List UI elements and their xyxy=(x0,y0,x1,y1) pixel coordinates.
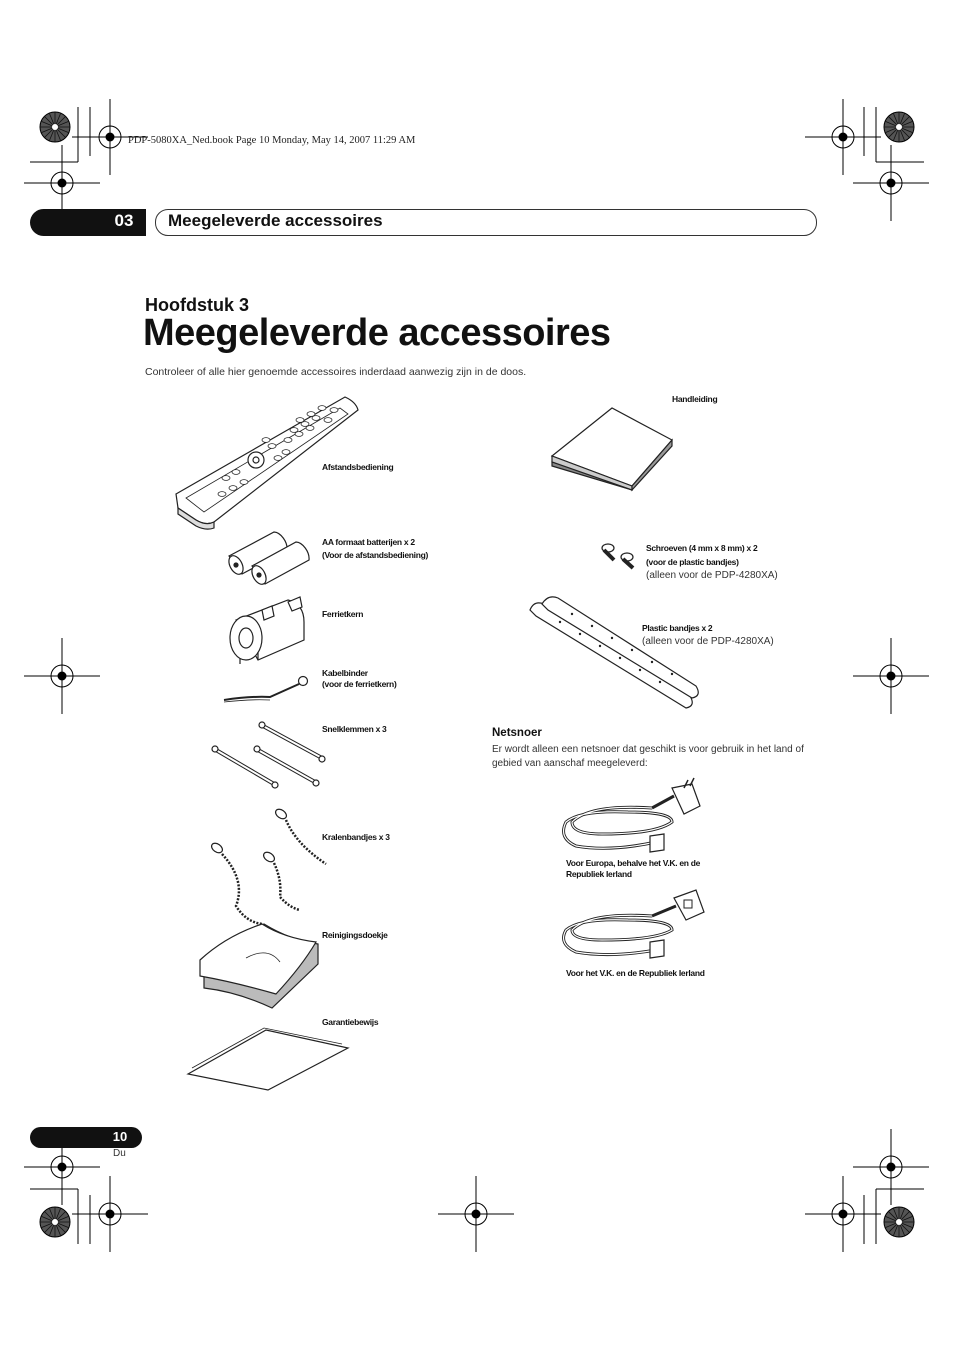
remote-label: Afstandsbediening xyxy=(322,462,394,472)
header-title: Meegeleverde accessoires xyxy=(168,211,383,230)
plastic-bands-extra: (alleen voor de PDP-4280XA) xyxy=(642,636,774,647)
registration-crosshair-icon xyxy=(72,1176,148,1252)
book-info-line: PDP-5080XA_Ned.book Page 10 Monday, May 14, 2007 11:29 AM xyxy=(128,135,416,146)
registration-crosshair-icon xyxy=(853,145,929,221)
intro-text: Controleer of alle hier genoemde accessoires inderdaad aanwezig zijn in de doos. xyxy=(145,366,527,378)
screws-icon xyxy=(602,544,633,568)
screws-extra: (alleen voor de PDP-4280XA) xyxy=(646,570,778,581)
registration-starburst-icon xyxy=(884,1207,914,1237)
cleaning-cloth-icon xyxy=(200,924,318,1008)
registration-crosshair-icon xyxy=(853,1129,929,1205)
registration-starburst-icon xyxy=(40,1207,70,1237)
bead-bands-label: Kralenbandjes x 3 xyxy=(322,832,390,842)
registration-crosshair-icon xyxy=(805,1176,881,1252)
registration-crosshair-icon xyxy=(853,638,929,714)
quick-clamps-icon xyxy=(212,722,325,788)
europe-cord-label-line-2: Republiek Ierland xyxy=(566,869,632,879)
registration-starburst-icon xyxy=(40,112,70,142)
cable-tie-label: Kabelbinder xyxy=(322,668,368,678)
warranty-label: Garantiebewijs xyxy=(322,1017,379,1027)
batteries-icon xyxy=(226,532,309,587)
power-cord-heading: Netsnoer xyxy=(492,727,542,739)
clamps-label: Snelklemmen x 3 xyxy=(322,724,387,734)
manual-book-icon xyxy=(552,408,672,490)
registration-crosshair-icon xyxy=(805,99,881,175)
europe-cord-label-line-1: Voor Europa, behalve het V.K. en de xyxy=(566,858,701,868)
registration-crosshair-icon xyxy=(24,638,100,714)
chapter-label: Hoofdstuk 3 xyxy=(145,295,250,315)
batteries-label: AA formaat batterijen x 2 xyxy=(322,537,415,547)
page-title: Meegeleverde accessoires xyxy=(143,312,611,354)
europe-power-cord-icon xyxy=(564,778,700,852)
batteries-note: (Voor de afstandsbediening) xyxy=(322,550,429,560)
ferrite-core-icon xyxy=(230,597,304,664)
screws-note: (voor de plastic bandjes) xyxy=(646,557,739,567)
uk-cord-label: Voor het V.K. en de Republiek Ierland xyxy=(566,968,705,978)
language-code: Du xyxy=(113,1148,126,1159)
manual-label: Handleiding xyxy=(672,394,718,404)
cable-tie-note: (voor de ferrietkern) xyxy=(322,679,397,689)
power-cord-text: Er wordt alleen een netsnoer dat geschikt is voor gebruik in het land of gebied van aanschaf meegeleverd: xyxy=(492,744,804,769)
cloth-label: Reinigingsdoekje xyxy=(322,930,388,940)
plastic-bands-icon xyxy=(530,597,698,708)
ferrite-label: Ferrietkern xyxy=(322,609,364,619)
registration-crosshair-icon xyxy=(438,1176,514,1252)
chapter-number: 03 xyxy=(114,211,134,230)
page-number: 10 xyxy=(112,1129,128,1144)
plastic-bands-label: Plastic bandjes x 2 xyxy=(642,623,713,633)
screws-label: Schroeven (4 mm x 8 mm) x 2 xyxy=(646,543,758,553)
uk-power-cord-icon xyxy=(564,890,704,958)
bead-bands-icon xyxy=(210,807,326,924)
cable-tie-icon xyxy=(224,677,308,703)
registration-starburst-icon xyxy=(884,112,914,142)
warranty-card-icon xyxy=(188,1028,348,1090)
